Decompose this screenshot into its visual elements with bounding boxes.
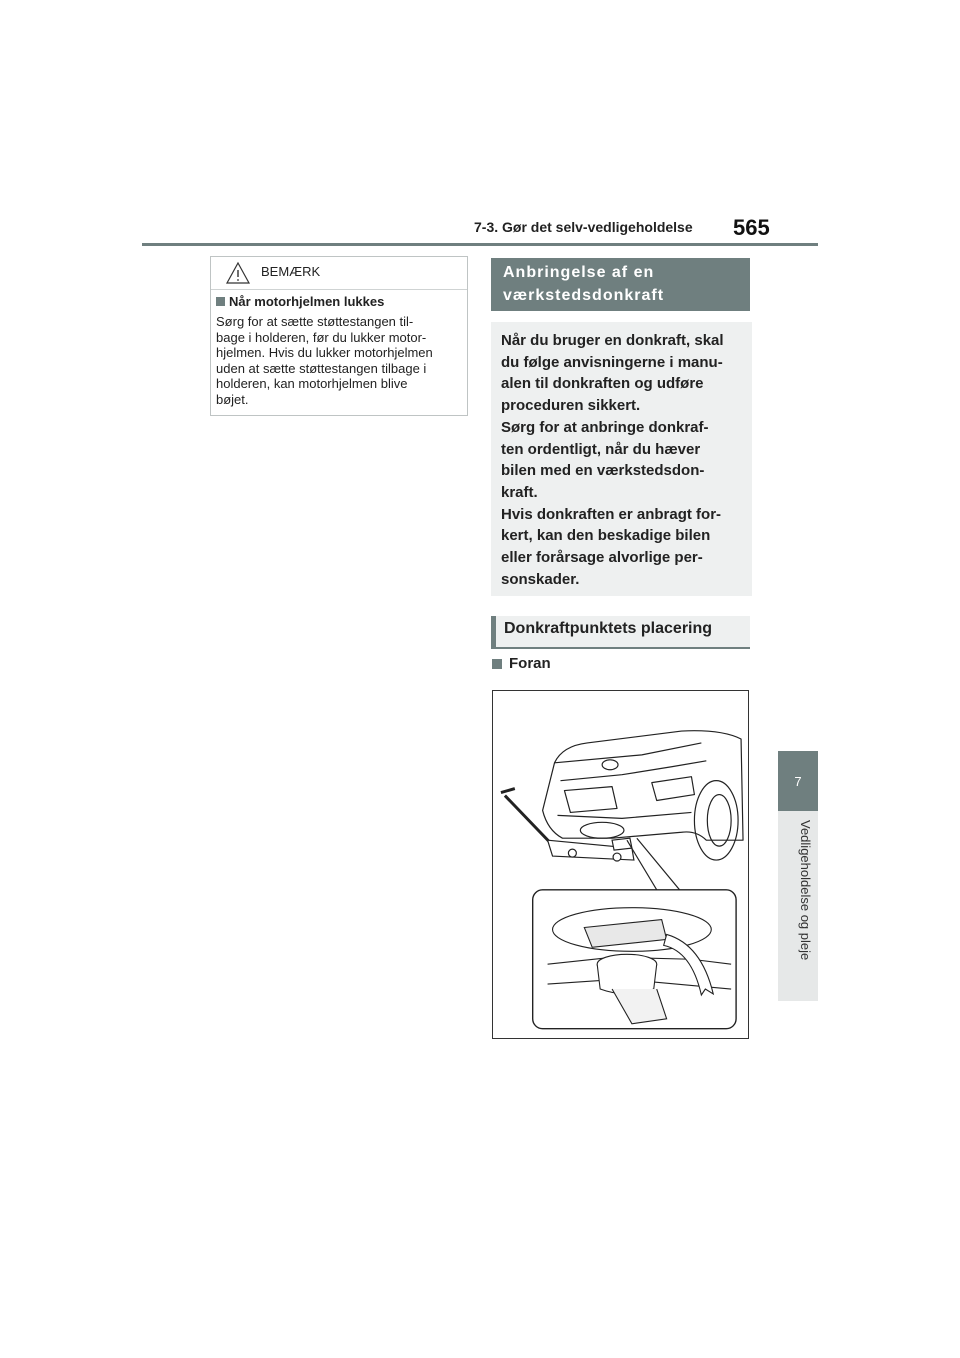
- notice-box: [210, 256, 468, 416]
- jack-point-illustration: [492, 690, 749, 1039]
- notice-line: Sørg for at sætte støttestangen til-: [216, 314, 414, 329]
- info-box: [491, 322, 752, 596]
- notice-body: [216, 314, 461, 407]
- chapter-label: Vedligeholdelse og pleje: [798, 820, 813, 961]
- square-bullet-icon: [492, 659, 502, 669]
- info-line: kert, kan den beskadige bilen: [501, 527, 711, 545]
- info-line: Sørg for at anbringe donkraf-: [501, 418, 709, 436]
- chapter-number: 7: [794, 773, 802, 789]
- section-heading-line: værkstedsdonkraft: [503, 287, 665, 304]
- car-jack-drawing: [493, 691, 748, 1038]
- info-line: kraft.: [501, 483, 538, 501]
- info-line: alen til donkraften og udføre: [501, 375, 704, 393]
- header-rule: [142, 243, 818, 246]
- chapter-tab: [778, 751, 818, 811]
- notice-line: hjelmen. Hvis du lukker motorhjelmen: [216, 345, 433, 360]
- notice-line: bøjet.: [216, 391, 249, 407]
- info-line: bilen med en værkstedsdon-: [501, 462, 705, 480]
- info-line: Når du bruger en donkraft, skal: [501, 332, 724, 349]
- car-body-outline: [543, 731, 743, 840]
- info-line: du følge anvisningerne i manu-: [501, 353, 723, 371]
- page-number: 565: [733, 215, 770, 240]
- info-line: eller forårsage alvorlige per-: [501, 549, 703, 567]
- notice-line: uden at sætte støttestangen tilbage i: [216, 360, 427, 376]
- square-bullet-icon: [216, 297, 225, 306]
- subheading-front-text: Foran: [509, 655, 551, 672]
- info-line: sonskader.: [501, 570, 580, 588]
- info-line: ten ordentligt, når du hæver: [501, 440, 701, 458]
- info-line: Hvis donkraften er anbragt for-: [501, 505, 722, 523]
- section-header: 7-3. Gør det selv-vedligeholdelse: [474, 219, 693, 235]
- notice-title: BEMÆRK: [261, 264, 321, 279]
- section-heading-jack-point: Donkraftpunktets placering: [491, 616, 750, 649]
- notice-subheading-text: Når motorhjelmen lukkes: [229, 294, 385, 309]
- notice-subheading: [216, 294, 467, 309]
- section-heading-jack-placement: [491, 258, 750, 311]
- notice-line: bage i holderen, før du lukker motor-: [216, 329, 427, 345]
- section-heading-line: Anbringelse af en: [503, 264, 655, 281]
- info-line: proceduren sikkert.: [501, 397, 641, 415]
- warning-triangle-icon: [225, 261, 251, 285]
- subheading-front: [492, 655, 551, 672]
- notice-line: holderen, kan motorhjelmen blive: [216, 376, 408, 391]
- notice-header: [211, 257, 467, 290]
